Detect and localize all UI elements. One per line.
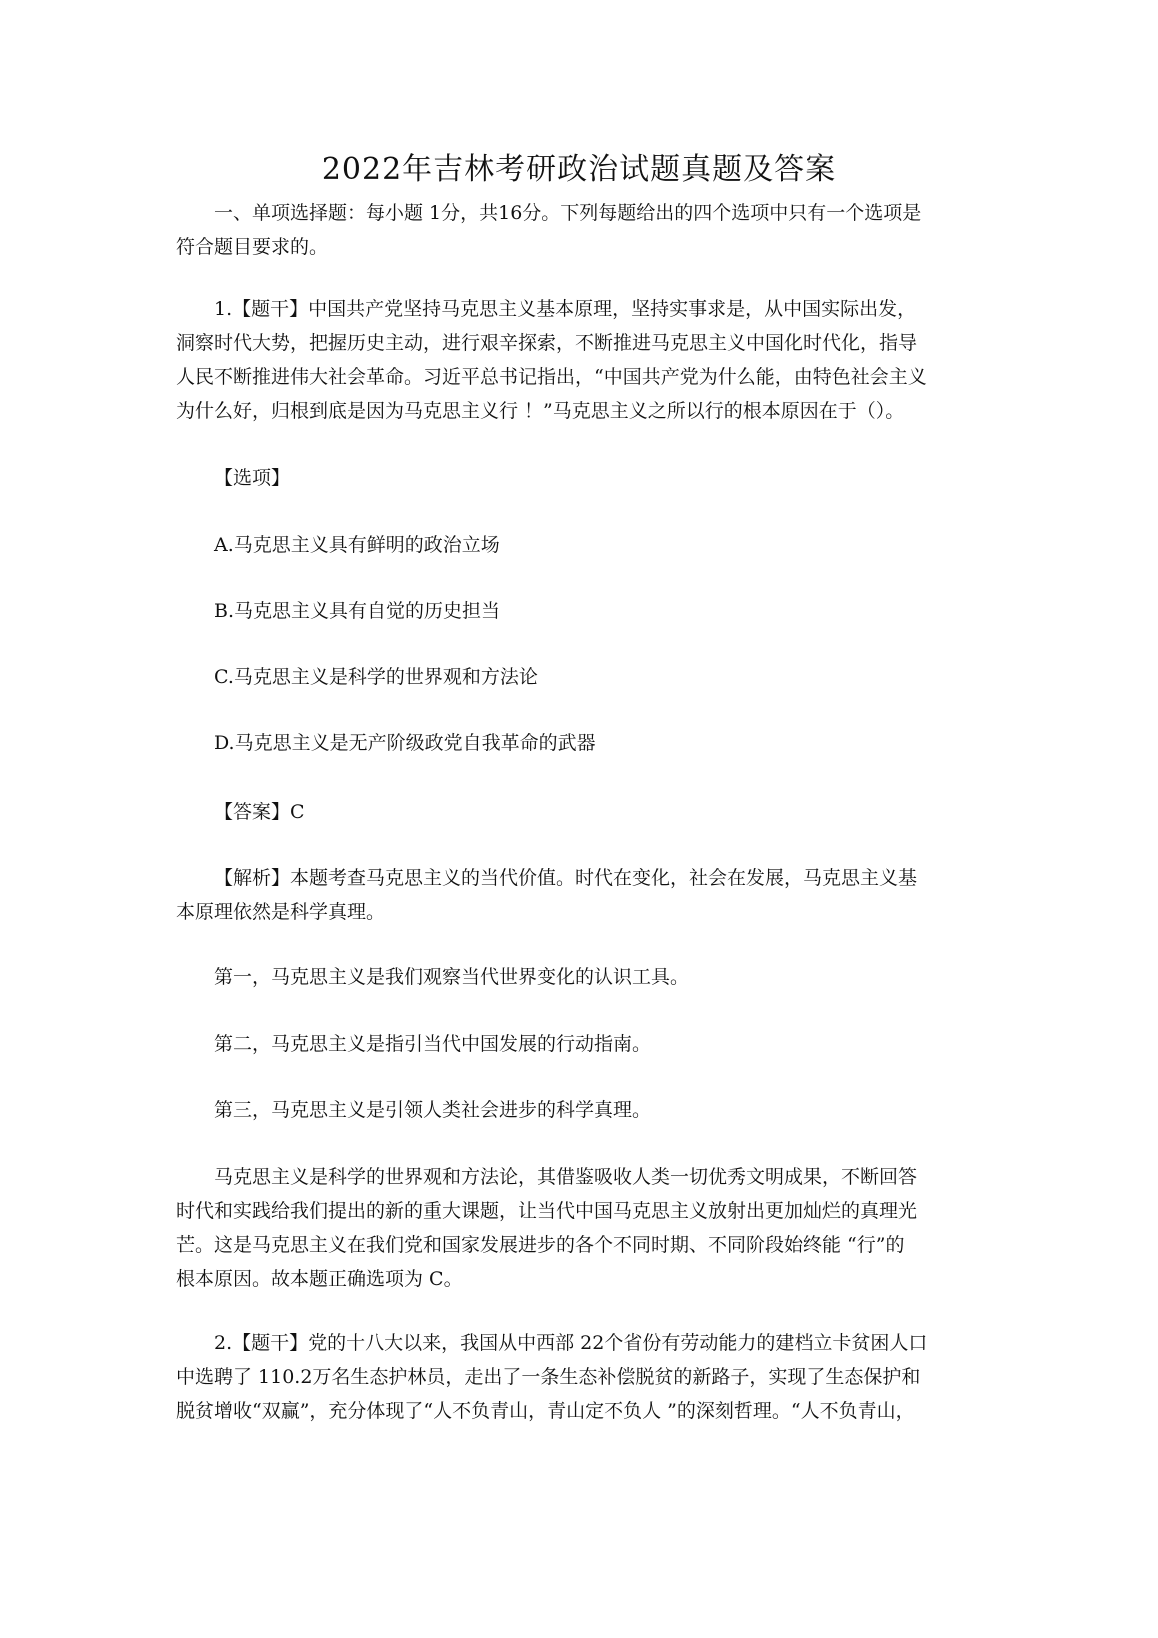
q1-answer: 【答案】C <box>214 801 305 823</box>
q2-stem-line: 2.【题干】党的十八大以来，我国从中西部 22个省份有劳动能力的建档立卡贫困人口 <box>214 1332 928 1354</box>
q1-analysis-line: 本原理依然是科学真理。 <box>176 901 386 923</box>
q1-options-label: 【选项】 <box>214 467 291 489</box>
q2-stem <box>176 1326 986 1428</box>
q1-point-3: 第三，马克思主义是引领人类社会进步的科学真理。 <box>214 1099 652 1121</box>
section-intro-line: 一、单项选择题：每小题 1分，共16分。下列每题给出的四个选项中只有一个选项是 <box>214 202 922 224</box>
q1-stem <box>176 292 986 428</box>
q1-conclusion-line: 时代和实践给我们提出的新的重大课题，让当代中国马克思主义放射出更加灿烂的真理光 <box>176 1200 918 1222</box>
q1-conclusion-line: 芒。这是马克思主义在我们党和国家发展进步的各个不同时期、不同阶段始终能 “行”的 <box>176 1234 905 1256</box>
section-intro <box>176 196 986 264</box>
q1-option-d: D.马克思主义是无产阶级政党自我革命的武器 <box>214 732 596 754</box>
q1-point-1: 第一，马克思主义是我们观察当代世界变化的认识工具。 <box>214 966 690 988</box>
q2-stem-line: 脱贫增收“双赢”，充分体现了“人不负青山，青山定不负人 ”的深刻哲理。“人不负青山， <box>176 1400 915 1422</box>
q1-conclusion <box>176 1160 986 1296</box>
q1-conclusion-line: 根本原因。故本题正确选项为 C。 <box>176 1268 463 1290</box>
q1-stem-line: 为什么好，归根到底是因为马克思主义行 ！”马克思主义之所以行的根本原因在于（）。 <box>176 400 905 422</box>
q1-stem-line: 洞察时代大势，把握历史主动，进行艰辛探索，不断推进马克思主义中国化时代化，指导 <box>176 332 918 354</box>
q1-point-2: 第二，马克思主义是指引当代中国发展的行动指南。 <box>214 1033 652 1055</box>
q1-option-a: A.马克思主义具有鲜明的政治立场 <box>214 534 500 556</box>
page-title: 2022年吉林考研政治试题真题及答案 <box>321 152 837 187</box>
q1-analysis-line: 【解析】本题考查马克思主义的当代价值。时代在变化，社会在发展，马克思主义基 <box>214 867 918 889</box>
q1-stem-line: 1.【题干】中国共产党坚持马克思主义基本原理，坚持实事求是，从中国实际出发， <box>214 298 917 320</box>
section-intro-line: 符合题目要求的。 <box>176 236 329 258</box>
q1-conclusion-line: 马克思主义是科学的世界观和方法论，其借鉴吸收人类一切优秀文明成果，不断回答 <box>214 1166 918 1188</box>
q1-option-c: C.马克思主义是科学的世界观和方法论 <box>214 666 538 688</box>
q2-stem-line: 中选聘了 110.2万名生态护林员，走出了一条生态补偿脱贫的新路子，实现了生态保护和 <box>176 1366 921 1388</box>
q1-stem-line: 人民不断推进伟大社会革命。习近平总书记指出，“中国共产党为什么能，由特色社会主义 <box>176 366 927 388</box>
q1-analysis <box>176 861 986 929</box>
q1-option-b: B.马克思主义具有自觉的历史担当 <box>214 600 501 622</box>
